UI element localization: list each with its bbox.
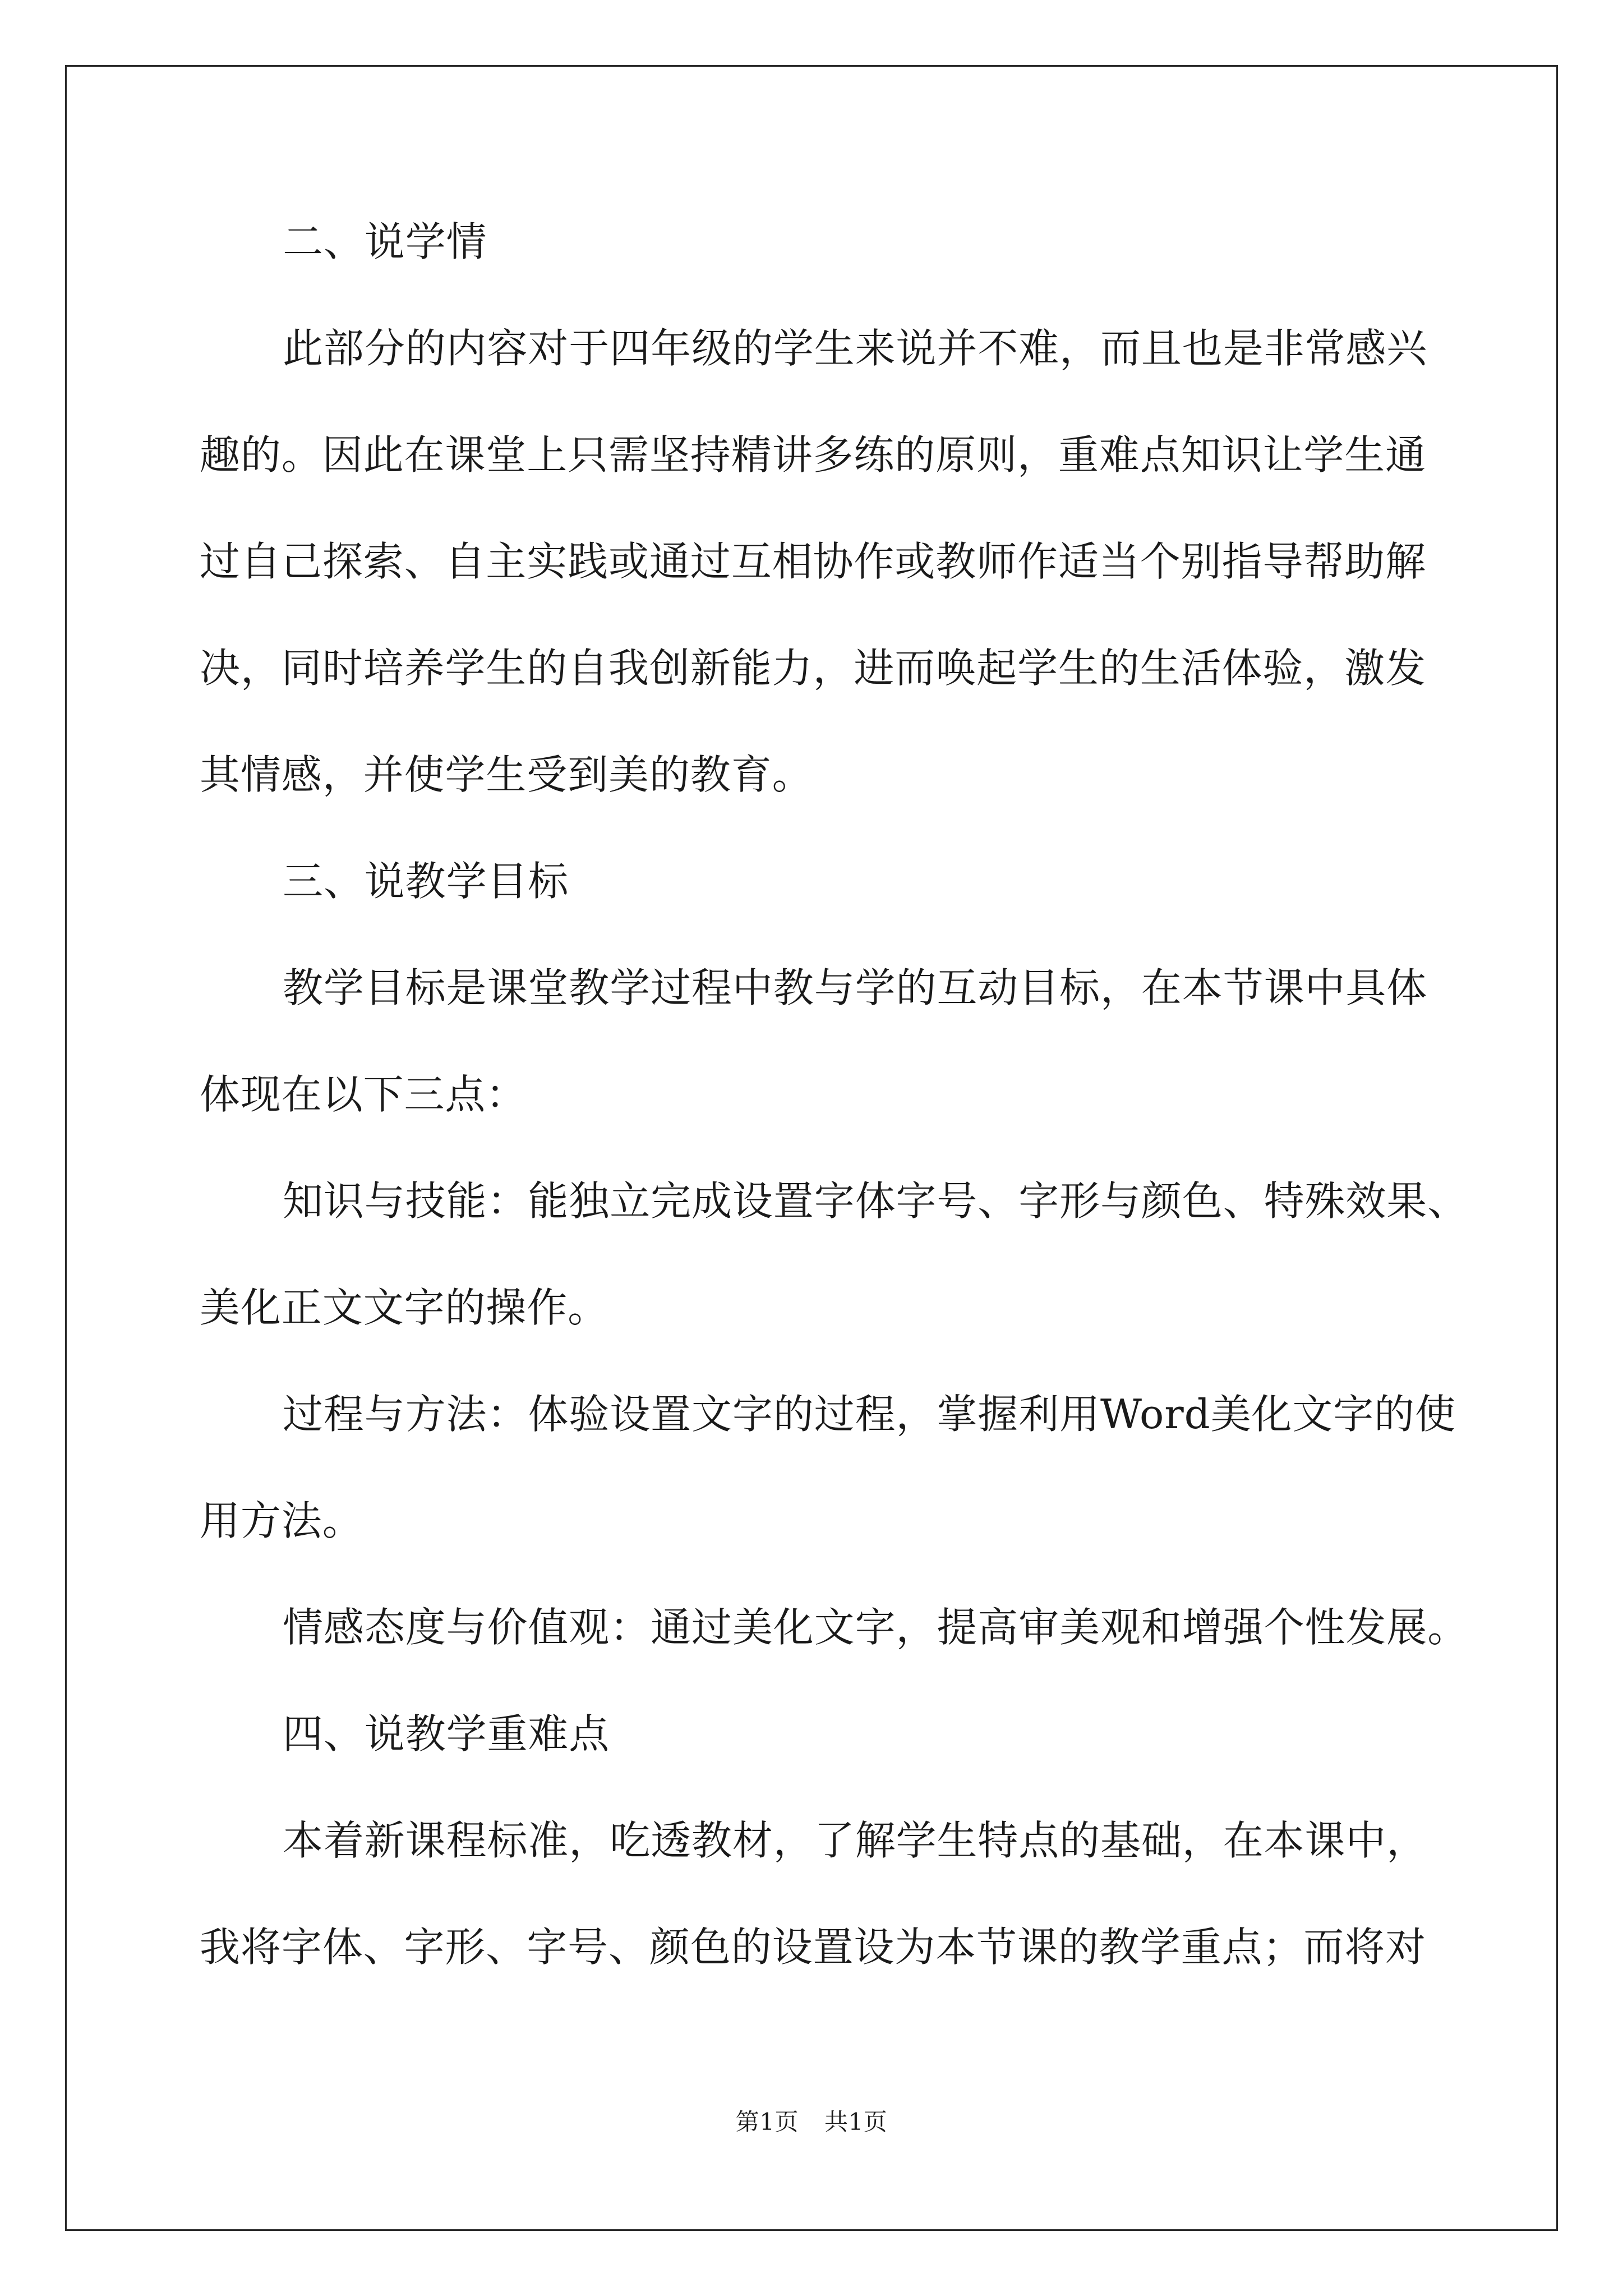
heading-student-analysis: 二、说学情 <box>283 218 487 265</box>
paragraph-line: 决，同时培养学生的自我创新能力，进而唤起学生的生活体验，激发 <box>200 645 1427 692</box>
paragraph-line: 过程与方法：体验设置文字的过程，掌握利用Word美化文字的使 <box>283 1391 1456 1438</box>
page-footer <box>0 2110 1623 2134</box>
paragraph-line: 教学目标是课堂教学过程中教与学的互动目标，在本节课中具体 <box>283 964 1428 1011</box>
paragraph-line: 过自己探索、自主实践或通过互相协作或教师作适当个别指导帮助解 <box>200 538 1427 585</box>
paragraph-line: 此部分的内容对于四年级的学生来说并不难，而且也是非常感兴 <box>283 325 1428 372</box>
paragraph-line: 用方法。 <box>200 1497 363 1544</box>
paragraph-line: 其情感，并使学生受到美的教育。 <box>200 751 813 798</box>
page-border <box>65 65 1558 2231</box>
paragraph-line: 情感态度与价值观：通过美化文字，提高审美观和增强个性发展。 <box>283 1604 1469 1651</box>
paragraph-line: 知识与技能：能独立完成设置字体字号、字形与颜色、特殊效果、 <box>283 1177 1469 1225</box>
page-number: 第1页 <box>735 2108 799 2136</box>
paragraph-line: 美化正文文字的操作。 <box>200 1284 609 1331</box>
paragraph-line: 体现在以下三点： <box>200 1071 527 1118</box>
heading-key-points: 四、说教学重难点 <box>283 1710 610 1757</box>
heading-teaching-goals: 三、说教学目标 <box>283 858 569 905</box>
paragraph-line: 我将字体、字形、字号、颜色的设置设为本节课的教学重点；而将对 <box>200 1924 1427 1971</box>
paragraph-line: 趣的。因此在课堂上只需坚持精讲多练的原则，重难点知识让学生通 <box>200 431 1427 478</box>
page-total: 共1页 <box>824 2108 888 2136</box>
paragraph-line: 本着新课程标准，吃透教材，了解学生特点的基础，在本课中， <box>283 1817 1428 1864</box>
